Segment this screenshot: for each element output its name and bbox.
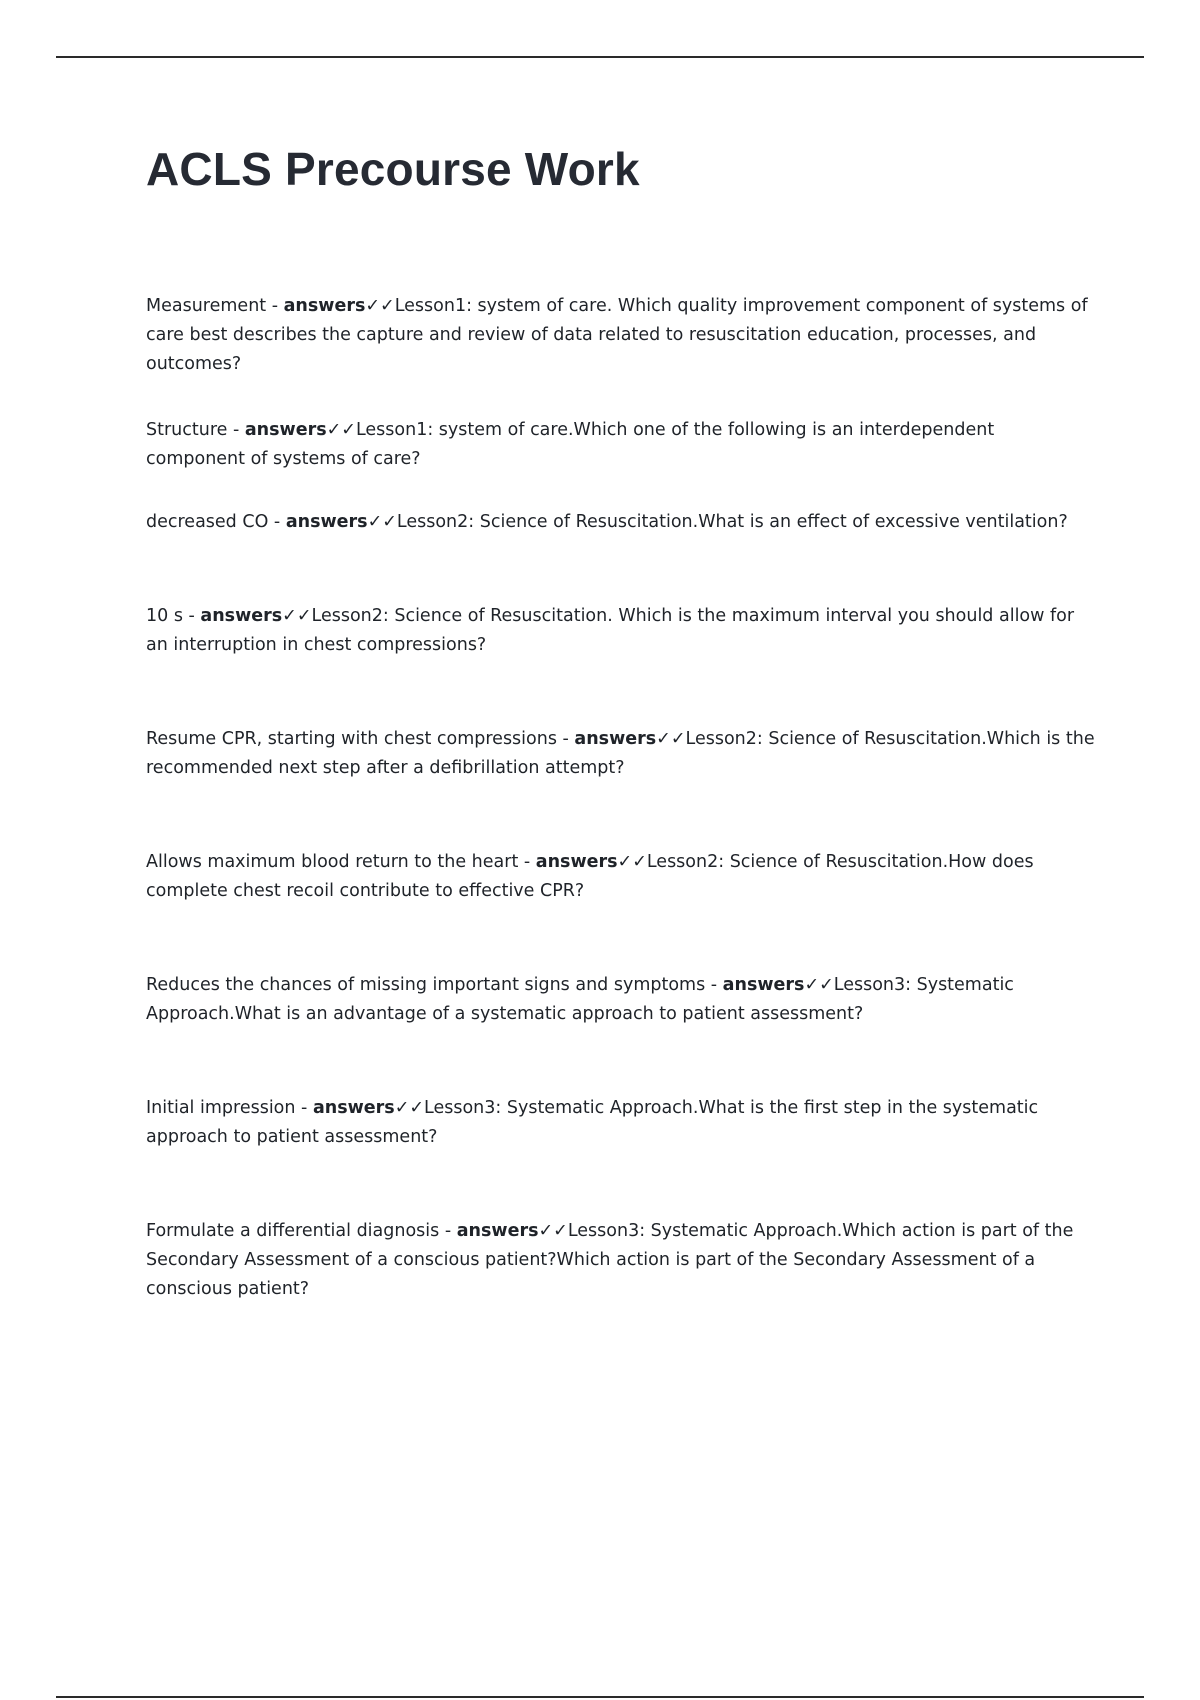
qa-question: Lesson2: Science of Resuscitation.What is an effect of excessive ventilation?: [396, 512, 1068, 532]
qa-list: [146, 292, 1096, 1304]
qa-answer-marker: answers✓✓: [456, 1221, 568, 1241]
qa-answer-marker: answers✓✓: [312, 1098, 425, 1118]
qa-item: decreased CO - answers✓✓Lesson2: Science of Resuscitation.What is an effect of excessive ventilation?: [146, 512, 1068, 532]
qa-item: 10 s - answers✓✓Lesson2: Science of Resuscitation. Which is the maximum interval you should allow for an interruption in chest compressions?: [146, 606, 1075, 655]
qa-question: Lesson3: Systematic Approach.Which action is part of the Secondary Assessment of a conscious patient?Which action is part of the Secondary Assessment of a conscious patient?: [146, 1221, 1074, 1299]
qa-answer-marker: answers✓✓: [283, 296, 395, 316]
qa-answer: 10 s: [146, 606, 183, 626]
qa-answer: Structure: [146, 420, 228, 440]
qa-answer: Allows maximum blood return to the heart: [146, 852, 519, 872]
qa-item: Formulate a differential diagnosis - answers✓✓Lesson3: Systematic Approach.Which action is part of the Secondary Assessment of a conscious patient?Which action is part of the Secondary Assessment of a conscious patient?: [146, 1221, 1074, 1299]
qa-question: Lesson3: Systematic Approach.What is the first step in the systematic approach to patient assessment?: [146, 1098, 1039, 1147]
qa-answer-marker: answers✓✓: [244, 420, 356, 440]
qa-question: Lesson2: Science of Resuscitation.How does complete chest recoil contribute to effective CPR?: [146, 852, 1034, 901]
qa-answer: decreased CO: [146, 512, 269, 532]
qa-question: Lesson3: Systematic Approach.What is an advantage of a systematic approach to patient assessment?: [146, 975, 1014, 1024]
qa-answer-marker: answers✓✓: [535, 852, 647, 872]
qa-answer: Formulate a differential diagnosis: [146, 1221, 440, 1241]
qa-answer: Reduces the chances of missing important signs and symptoms: [146, 975, 706, 995]
qa-answer: Resume CPR, starting with chest compressions: [146, 729, 557, 749]
bottom-rule: [56, 1696, 1144, 1698]
qa-answer: Measurement: [146, 296, 267, 316]
qa-answer-marker: answers✓✓: [200, 606, 312, 626]
qa-question: Lesson1: system of care. Which quality improvement component of systems of care best describes the capture and review of data related to resuscitation education, processes, and outcomes?: [146, 296, 1088, 374]
qa-answer-marker: answers✓✓: [574, 729, 686, 749]
qa-item: Resume CPR, starting with chest compressions - answers✓✓Lesson2: Science of Resuscitation.Which is the recommended next step after a defibrillation attempt?: [146, 729, 1095, 778]
qa-question: Lesson1: system of care.Which one of the following is an interdependent component of systems of care?: [146, 420, 995, 469]
qa-answer-marker: answers✓✓: [285, 512, 397, 532]
qa-answer: Initial impression: [146, 1098, 296, 1118]
qa-item: Initial impression - answers✓✓Lesson3: Systematic Approach.What is the first step in the systematic approach to patient assessment?: [146, 1098, 1039, 1147]
qa-item: Allows maximum blood return to the heart - answers✓✓Lesson2: Science of Resuscitation.How does complete chest recoil contribute to effective CPR?: [146, 852, 1034, 901]
qa-item: Reduces the chances of missing important signs and symptoms - answers✓✓Lesson3: Systematic Approach.What is an advantage of a systematic approach to patient assessment?: [146, 975, 1014, 1024]
qa-question: Lesson2: Science of Resuscitation.Which is the recommended next step after a defibrillation attempt?: [146, 729, 1095, 778]
qa-item: Measurement - answers✓✓Lesson1: system of care. Which quality improvement component of systems of care best describes the capture and review of data related to resuscitation education, processes, and outcomes?: [146, 296, 1088, 374]
document-title: ACLS Precourse Work: [146, 143, 640, 195]
top-rule: [56, 56, 1144, 58]
qa-answer-marker: answers✓✓: [722, 975, 834, 995]
qa-question: Lesson2: Science of Resuscitation. Which is the maximum interval you should allow for an interruption in chest compressions?: [146, 606, 1075, 655]
qa-item: Structure - answers✓✓Lesson1: system of care.Which one of the following is an interdependent component of systems of care?: [146, 420, 995, 469]
